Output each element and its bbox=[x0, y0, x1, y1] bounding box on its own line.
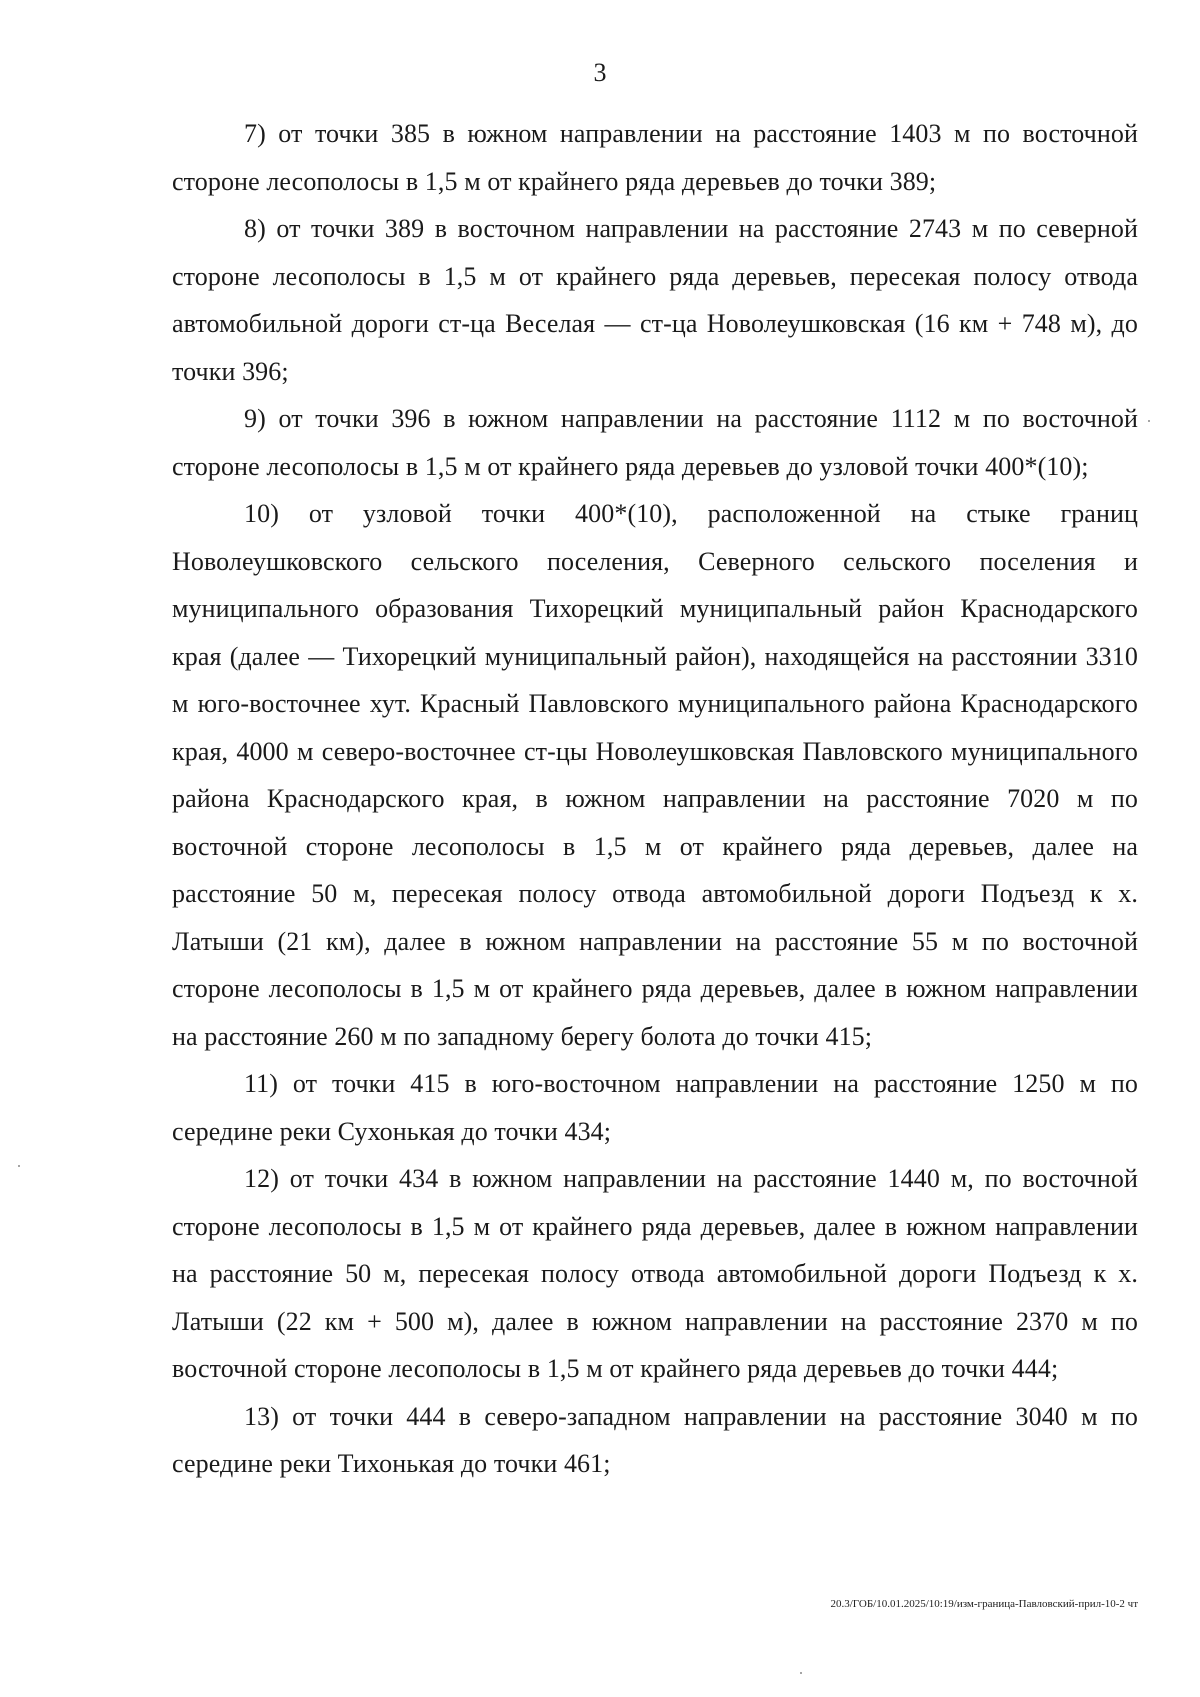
scan-speck bbox=[1148, 420, 1150, 422]
paragraph-10: 10) от узловой точки 400*(10), расположенной на стыке границ Новолеушковского сельского поселения, Северного сельского поселения и муниципального образования Тихорецкий муниципальный район Краснодарского края (далее — Тихорецкий муниципальный район), находящейся на расстоянии 3310 м юго-восточнее хут. Красный Павловского муниципального района Краснодарского края, 4000 м северо-восточнее ст-цы Новолеушковская Павловского муниципального района Краснодарского края, в южном направлении на расстояние 7020 м по восточной стороне лесополосы в 1,5 м от крайнего ряда деревьев, далее на расстояние 50 м, пересекая полосу отвода автомобильной дороги Подъезд к х. Латыши (21 км), далее в южном направлении на расстояние 55 м по восточной стороне лесополосы в 1,5 м от крайнего ряда деревьев, далее в южном направлении на расстояние 260 м по западному берегу болота до точки 415; bbox=[172, 499, 1138, 1051]
scan-speck bbox=[18, 1165, 20, 1167]
page-number: 3 bbox=[593, 58, 607, 87]
paragraph-12: 12) от точки 434 в южном направлении на расстояние 1440 м, по восточной стороне лесополосы в 1,5 м от крайнего ряда деревьев, далее в южном направлении на расстояние 50 м, пересекая полосу отвода автомобильной дороги Подъезд к х. Латыши (22 км + 500 м), далее в южном направлении на расстояние 2370 м по восточной стороне лесополосы в 1,5 м от крайнего ряда деревьев до точки 444; bbox=[172, 1164, 1138, 1383]
paragraph-11: 11) от точки 415 в юго-восточном направлении на расстояние 1250 м по середине реки Сухонькая до точки 434; bbox=[172, 1069, 1138, 1146]
paragraph-8: 8) от точки 389 в восточном направлении на расстояние 2743 м по северной стороне лесополосы в 1,5 м от крайнего ряда деревьев, пересекая полосу отвода автомобильной дороги ст-ца Веселая — ст-ца Новолеушковская (16 км + 748 м), до точки 396; bbox=[172, 214, 1138, 386]
paragraph-13: 13) от точки 444 в северо-западном направлении на расстояние 3040 м по середине реки Тихонькая до точки 461; bbox=[172, 1401, 1138, 1478]
paragraph-7: 7) от точки 385 в южном направлении на расстояние 1403 м по восточной стороне лесополосы в 1,5 м от крайнего ряда деревьев до точки 389; bbox=[172, 119, 1138, 196]
document-body bbox=[172, 110, 1138, 1488]
scan-speck bbox=[800, 1672, 802, 1674]
document-footer-code: 20.3/ГОБ/10.01.2025/10:19/изм-граница-Павловский-прил-10-2 чт bbox=[830, 1598, 1138, 1610]
paragraph-9: 9) от точки 396 в южном направлении на расстояние 1112 м по восточной стороне лесополосы в 1,5 м от крайнего ряда деревьев до узловой точки 400*(10); bbox=[172, 404, 1138, 481]
